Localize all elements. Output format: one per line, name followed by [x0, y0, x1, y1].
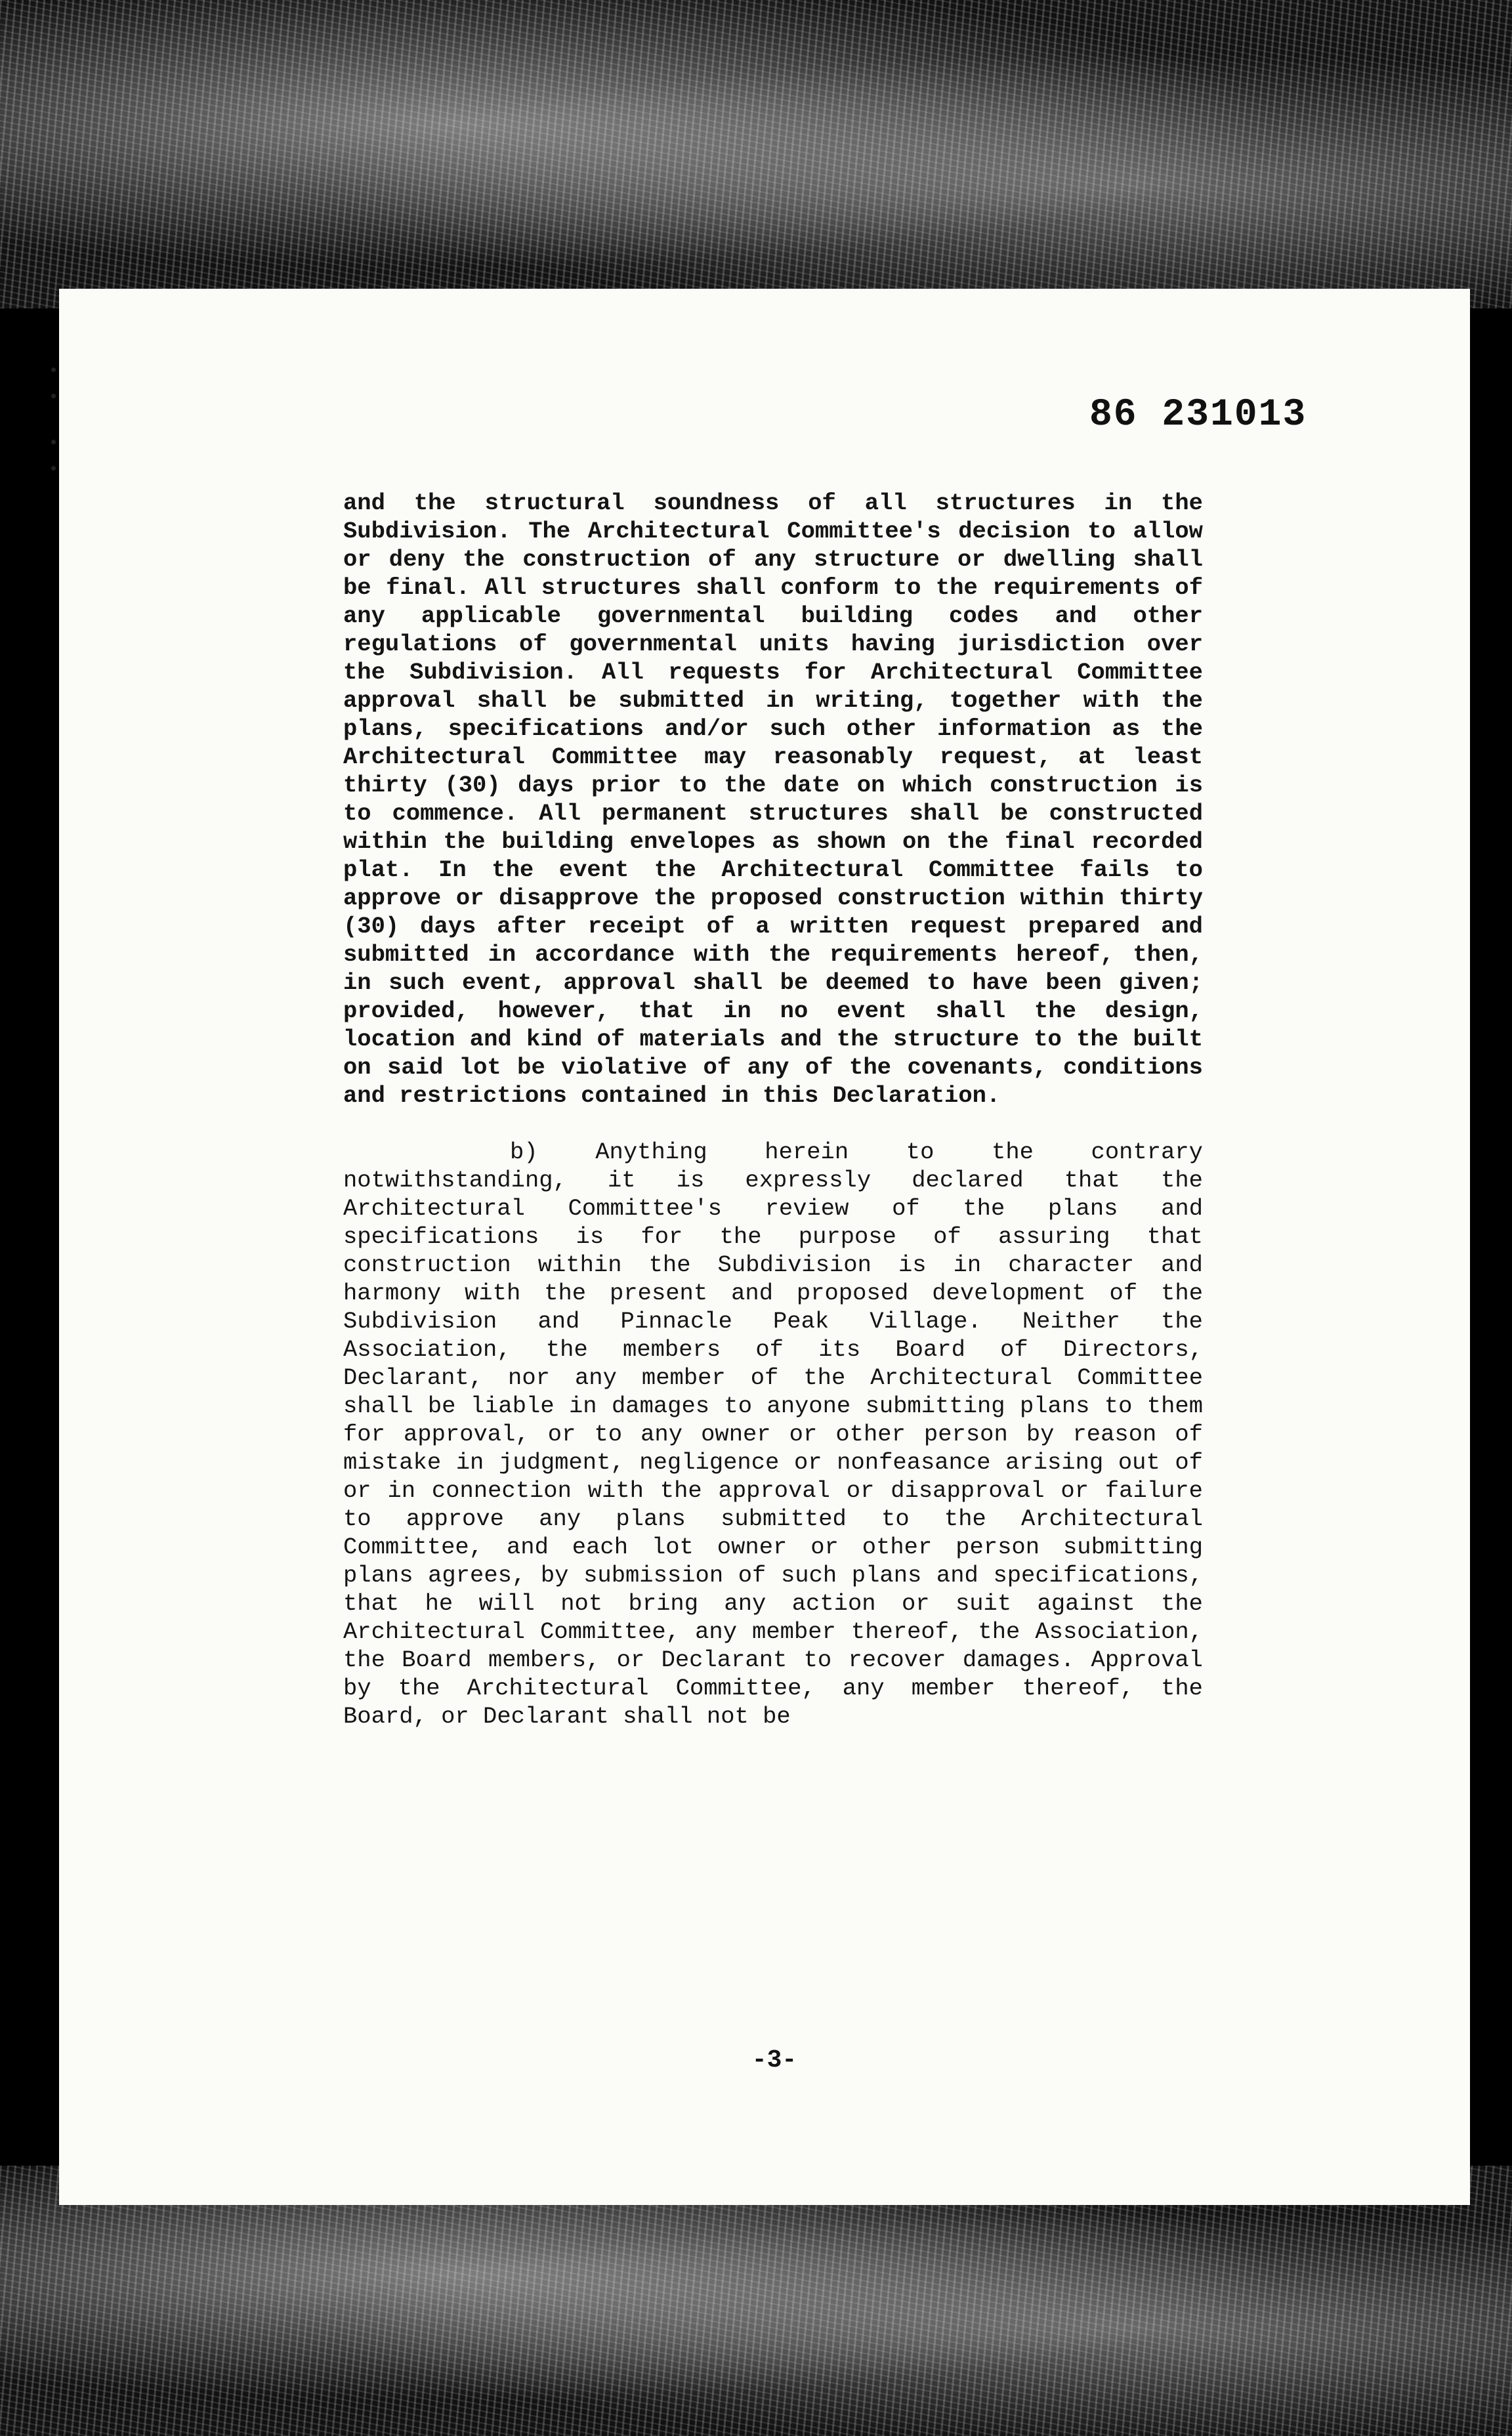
paragraph-b: b) Anything herein to the contrary notwithstanding, it is expressly declared that the Architectural Committee's review of the plans and specifications is for the purpose of assuring that construction within the Subdivision is in character and harmony with the present and proposed development of the Subdivision and Pinnacle Peak Village. Neither the Association, the members of its Board of Directors, Declarant, nor any member of the Architectural Committee shall be liable in damages to anyone submitting plans to them for approval, or to any owner or other person by reason of mistake in judgment, negligence or nonfeasance arising out of or in connection with the approval or disapproval or failure to approve any plans submitted to the Architectural Committee, and each lot owner or other person submitting plans agrees, by submission of such plans and specifications, that he will not bring any action or suit against the Architectural Committee, any member thereof, the Association, the Board members, or Declarant to recover damages. Approval by the Architectural Committee, any member thereof, the Board, or Declarant shall not be [343, 1139, 1203, 1730]
speck [51, 368, 56, 372]
scan-noise-bottom [0, 2166, 1512, 2436]
page-number: -3- [751, 2046, 797, 2074]
scan-noise-top [0, 0, 1512, 308]
binder-marks [46, 368, 59, 486]
speck [51, 466, 56, 471]
paragraph: and the structural soundness of all structures in the Subdivision. The Architectural Committee's decision to allow or deny the construction of any structure or dwelling shall be final. All structures shall conform to the requirements of any applicable governmental building codes and other regulations of governmental units having jurisdiction over the Subdivision. All requests for Architectural Committee approval shall be submitted in writing, together with the plans, specifications and/or such other information as the Architectural Committee may reasonably request, at least thirty (30) days prior to the date on which construction is to commence. All permanent structures shall be constructed within the building envelopes as shown on the final recorded plat. In the event the Architectural Committee fails to approve or disapprove the proposed construction within thirty (30) days after receipt of a written request prepared and submitted in accordance with the requirements hereof, then, in such event, approval shall be deemed to have been given; provided, however, that in no event shall the design, location and kind of materials and the structure to the built on said lot be violative of any of the covenants, conditions and restrictions contained in this Declaration. [343, 490, 1203, 1109]
speck [51, 394, 56, 398]
document-number: 86 231013 [1089, 394, 1307, 436]
body-text [343, 489, 1203, 1731]
speck [51, 440, 56, 444]
